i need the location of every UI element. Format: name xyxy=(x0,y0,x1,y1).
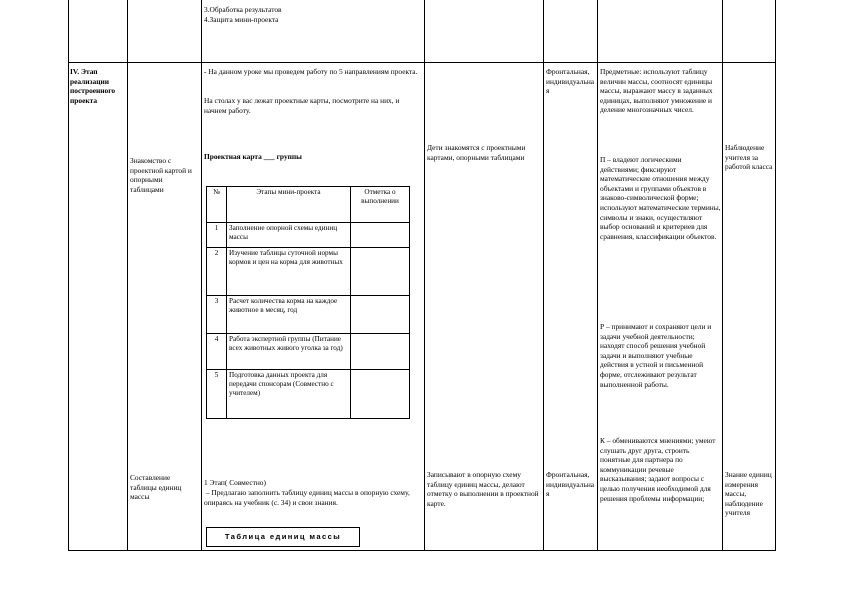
row-mark xyxy=(351,370,410,419)
row-mark xyxy=(351,334,410,370)
uud-subject: Предметные: используют таблицу величин массы, соотносят единицы массы, выражают массу в заданных единицах, выполняют умножение и деление многозначных чисел. xyxy=(600,67,715,115)
column-divider-6 xyxy=(722,0,723,551)
teacher-step-1: 1 Этап( Совместно) xyxy=(204,478,266,487)
row-stage: Заполнение опорной схемы единиц массы xyxy=(227,223,351,248)
control-2: Знание единиц измерения массы, наблюдение учителя xyxy=(725,470,774,518)
row-mark xyxy=(351,223,410,248)
work-form-2: Фронтальная, индивидуальная xyxy=(546,470,595,499)
row-stage: Работа экспертной группы (Питание всех животных живого уголка за год) xyxy=(227,334,351,370)
column-divider-3 xyxy=(424,0,425,551)
column-divider-5 xyxy=(597,0,598,551)
students-mass-table: Записывают в опорную схему таблицу единиц массы, делают отметку о выполнении в проектной карте. xyxy=(427,470,541,508)
uud-regulatory: Р – принимают и сохраняют цели и задачи учебной деятельности; находят способ решения учебной задачи и выполняют учебные действия в устной и письменной форме, отслеживают результат выполненной работы. xyxy=(600,322,714,389)
activity-mass-table: Составление таблицы единиц массы xyxy=(130,473,184,502)
table-border-bottom xyxy=(68,550,776,551)
row-number: 3 xyxy=(207,296,227,334)
row-mark xyxy=(351,296,410,334)
stage-item-3: 3.Обработка результатов xyxy=(204,5,282,14)
teacher-text-2: На столах у вас лежат проектные карты, посмотрите на них, и начнем работу. xyxy=(204,96,402,115)
row-number: 1 xyxy=(207,223,227,248)
column-divider-2 xyxy=(201,0,202,551)
table-row xyxy=(207,370,410,419)
table-row xyxy=(207,334,410,370)
table-border-right xyxy=(775,0,776,551)
control-1: Наблюдение учителя за работой класса xyxy=(725,143,773,172)
teacher-step-1-text: – Предлагаю заполнить таблицу единиц массы в опорную схему, опираясь на учебник (с. 34) и свои знания. xyxy=(204,488,412,507)
row-number: 2 xyxy=(207,248,227,296)
row-stage: Подготовка данных проекта для передачи спонсорам (Совместно с учителем) xyxy=(227,370,351,419)
mass-units-table-label: Таблица единиц массы xyxy=(206,527,360,547)
row-number: 4 xyxy=(207,334,227,370)
project-card-table xyxy=(206,186,410,419)
table-border-left xyxy=(68,0,69,551)
work-form-1: Фронтальная, индивидуальная xyxy=(546,67,595,96)
stage-item-4: 4.Защита мини-проекта xyxy=(204,15,279,24)
row-number: 5 xyxy=(207,370,227,419)
row-stage: Расчет количества корма на каждое животное в месяц, год xyxy=(227,296,351,334)
table-row xyxy=(207,296,410,334)
table-row xyxy=(207,248,410,296)
uud-cognitive: П – владеют логическими действиями; фиксируют математические отношения между объектами и группами объектов в знаково-символической форме; используют математические термины, символы и знаки, осуществляют выбор оснований и критериев для сравнения, классификации объектов. xyxy=(600,155,721,241)
project-card-title: Проектная карта ___ группы xyxy=(204,152,302,161)
stage-label: IV. Этап реализации построенного проекта xyxy=(70,67,117,105)
row-divider xyxy=(68,62,776,63)
header-number: № xyxy=(207,187,227,223)
header-stage: Этапы мини-проекта xyxy=(227,187,351,223)
table-header-row xyxy=(207,187,410,223)
table-row xyxy=(207,223,410,248)
students-intro: Дети знакомятся с проектными картами, опорными таблицами xyxy=(427,143,528,162)
uud-communicative: К – обмениваются мнениями; умеют слушать друг друга, строить понятные для партнера по коммуникации речевые высказывания; задают вопросы с целью получения необходимой для решения проблемы информации; xyxy=(600,436,718,503)
row-mark xyxy=(351,248,410,296)
activity-intro: Знакомство с проектной картой и опорными таблицами xyxy=(130,156,194,194)
row-stage: Изучение таблицы суточной нормы кормов и цен на корма для животных xyxy=(227,248,351,296)
header-mark: Отметка о выполнении xyxy=(351,187,410,223)
column-divider-4 xyxy=(543,0,544,551)
column-divider-1 xyxy=(127,0,128,551)
teacher-text-1: - На данном уроке мы проведем работу по 5 направлениям проекта. xyxy=(204,67,418,76)
